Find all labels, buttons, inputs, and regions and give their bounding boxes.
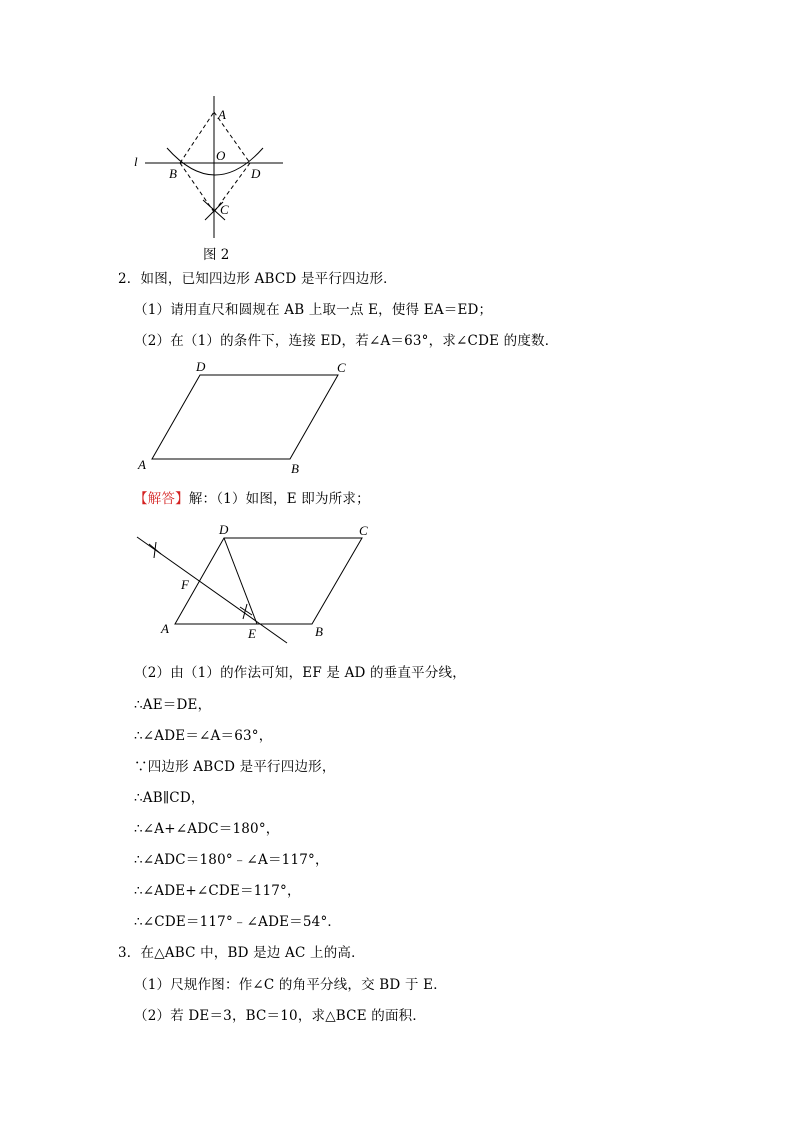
answer-diagram [130, 518, 380, 642]
q3-part2: （2）若 DE＝3，BC＝10，求△BCE 的面积． [134, 1008, 427, 1024]
label-l: l [134, 154, 138, 169]
answer-step: ∴∠CDE＝117°﹣∠ADE＝54°． [134, 914, 342, 930]
figure-2-caption: 图 2 [203, 247, 230, 263]
answer-step: ∴∠A+∠ADC＝180°， [134, 821, 280, 837]
label-c: C [337, 360, 346, 375]
label-a: A [138, 457, 146, 472]
answer-step: ∴∠ADC＝180°﹣∠A＝117°， [134, 852, 329, 868]
segment-bc [180, 163, 214, 212]
label-b: B [315, 624, 323, 639]
label-a: A [161, 621, 169, 636]
label-d: D [219, 522, 229, 537]
q3-part1: （1）尺规作图：作∠C 的角平分线，交 BD 于 E． [134, 977, 447, 993]
label-c: C [220, 202, 229, 217]
answer-step: （2）由（1）的作法可知，EF 是 AD 的垂直平分线， [134, 665, 466, 681]
segment-ab [180, 112, 214, 163]
answer-step: ∴∠ADE+∠CDE＝117°， [134, 883, 301, 899]
answer-step: ∴AB∥CD， [134, 790, 205, 806]
label-e: E [248, 626, 256, 641]
q2-stem: 2．如图，已知四边形 ABCD 是平行四边形． [118, 271, 397, 287]
figure-2-diagram [125, 90, 295, 240]
label-c: C [359, 523, 368, 538]
parallelogram-diagram [130, 358, 360, 480]
q2-part2: （2）在（1）的条件下，连接 ED，若∠A＝63°，求∠CDE 的度数． [134, 333, 559, 349]
label-f: F [181, 577, 189, 592]
label-a: A [218, 107, 226, 122]
q3-stem: 3．在△ABC 中，BD 是边 AC 上的高． [118, 945, 365, 961]
q2-part1: （1）请用直尺和圆规在 AB 上取一点 E，使得 EA＝ED； [134, 302, 493, 318]
answer-step: ∴AE＝DE， [134, 697, 212, 713]
segment-de [224, 538, 257, 624]
answer-tag: 【解答】 [134, 491, 189, 507]
label-b: B [169, 166, 177, 181]
answer-first-line [134, 490, 370, 508]
parallelogram-abcd [152, 375, 338, 459]
answer-step: ∴∠ADE＝∠A＝63°， [134, 728, 273, 744]
parallelogram-abcd [175, 538, 362, 624]
label-d: D [196, 359, 206, 374]
label-b: B [291, 461, 299, 476]
label-o: O [216, 148, 226, 163]
answer-first: 解：（1）如图，E 即为所求； [188, 491, 370, 507]
label-d: D [251, 166, 261, 181]
answer-step: ∵四边形 ABCD 是平行四边形， [134, 759, 336, 775]
